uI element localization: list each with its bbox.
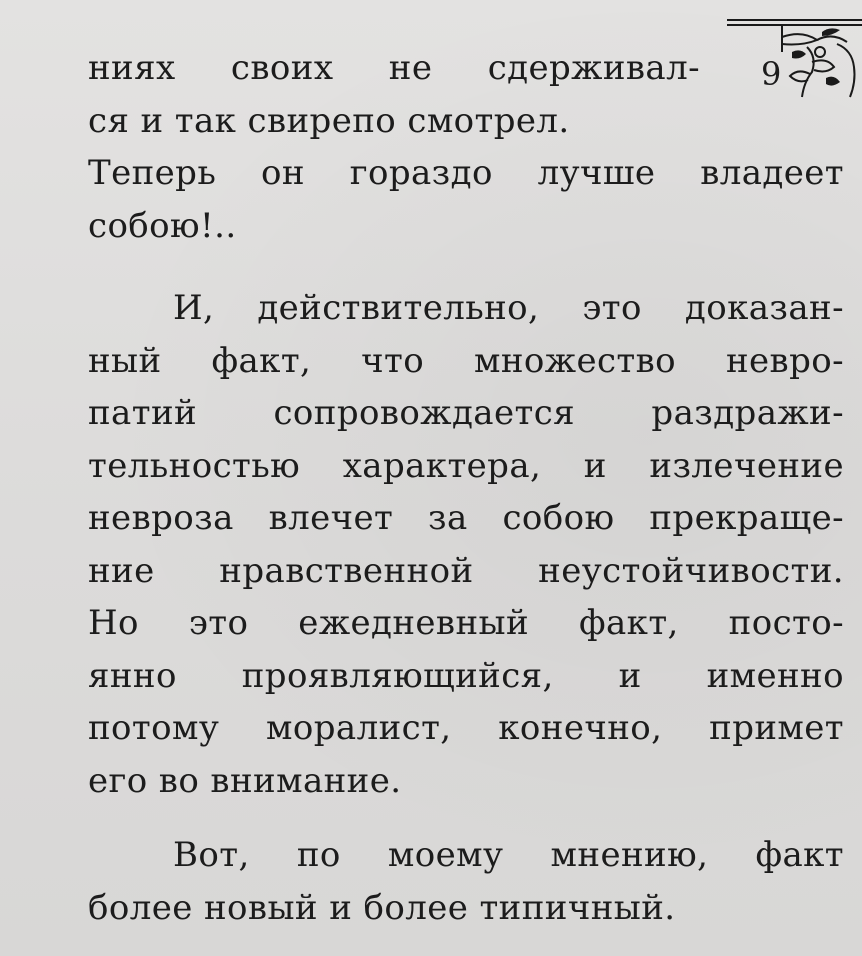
text-line: более новый и более типичный.	[88, 887, 676, 928]
text-line: ный факт, что множество невро-	[88, 340, 844, 381]
text-line: потому моралист, конечно, примет	[88, 708, 844, 748]
text-line: ние нравственной неустойчивости.	[88, 550, 844, 591]
text-line: собою!..	[88, 205, 237, 246]
text-line: тельностью характера, и излечение	[88, 445, 844, 486]
paragraph-1	[88, 42, 844, 252]
paragraph-3	[88, 829, 844, 934]
text-line: его во внимание.	[88, 760, 402, 801]
paragraph-spacer	[88, 252, 844, 282]
paragraph-spacer	[88, 807, 844, 829]
text-line: Но это ежедневный факт, посто-	[88, 603, 844, 643]
text-line: ся и так свирепо смотрел.	[88, 100, 570, 141]
text-line: патий сопровождается раздражи-	[88, 393, 844, 433]
text-line: ниях своих не сдерживал-	[88, 48, 700, 88]
text-line: невроза влечет за собою прекраще-	[88, 498, 844, 538]
page-number: 9	[761, 55, 782, 93]
text-line: Теперь он гораздо лучше владеет	[88, 153, 844, 193]
text-line: янно проявляющийся, и именно	[88, 655, 844, 696]
text-line: Вот, по моему мнению, факт	[173, 835, 844, 875]
body-text	[88, 42, 844, 934]
text-line: И, действительно, это доказан-	[173, 288, 844, 328]
paragraph-2	[88, 282, 844, 807]
